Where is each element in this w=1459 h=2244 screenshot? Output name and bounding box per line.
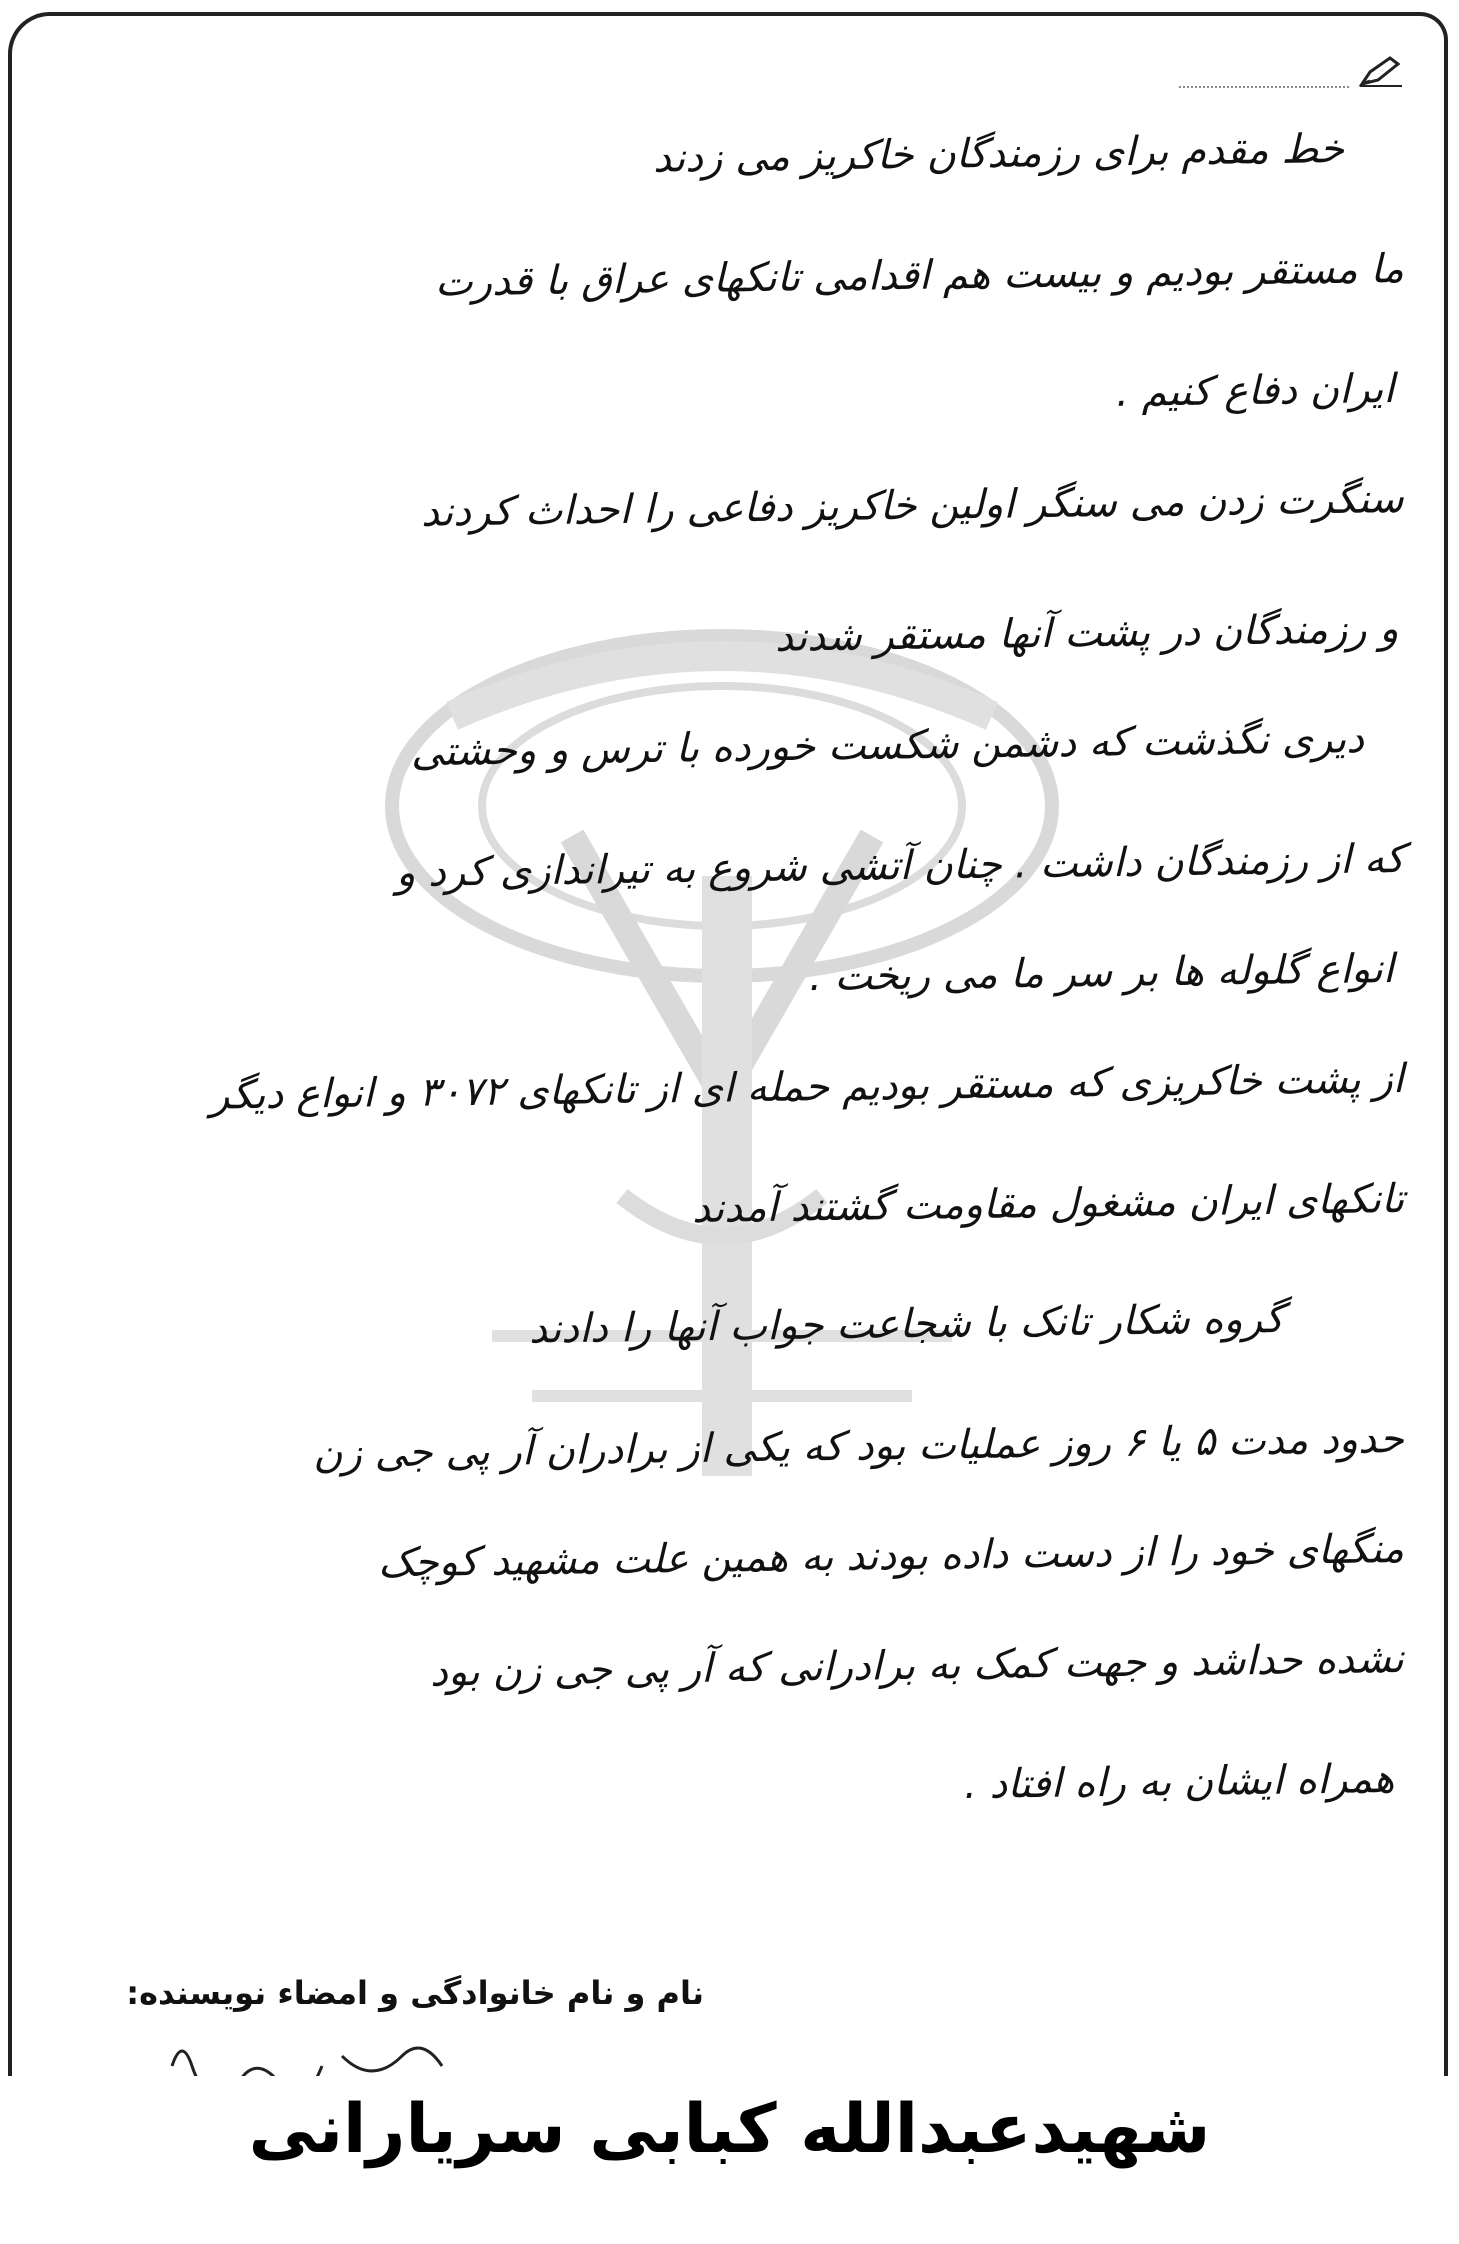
pen-icon xyxy=(1358,54,1404,88)
letter-line: دیری نگذشت که دشمن شکست خورده با ترس و وحشتی xyxy=(410,716,1365,776)
letter-sheet xyxy=(8,12,1448,2076)
letter-line: تانکهای ایران مشغول مقاومت گشتند آمدند xyxy=(691,1176,1405,1232)
letter-line: خط مقدم برای رزمندگان خاکریز می زدند xyxy=(652,126,1345,182)
letter-line: از پشت خاکریزی که مستقر بودیم حمله ای از تانکهای ٣٠٧٢ و انواع دیگر xyxy=(209,1056,1405,1119)
letter-line: انواع گلوله ها بر سر ما می ریخت . xyxy=(808,946,1395,1001)
letter-line: همراه ایشان به راه افتاد . xyxy=(963,1756,1395,1809)
letter-line: و رزمندگان در پشت آنها مستقر شدند xyxy=(775,606,1400,661)
dotted-rule xyxy=(1179,86,1349,88)
letter-line: سنگرت زدن می سنگر اولین خاکریز دفاعی را احداث کردند xyxy=(421,476,1405,536)
signature-label: نام و نام خانوادگی و امضاء نویسنده: xyxy=(126,1974,704,2012)
letter-line: گروه شکار تانک با شجاعت جواب آنها را دادند xyxy=(528,1296,1285,1353)
letter-line: ما مستقر بودیم و بیست هم اقدامی تانکهای عراق با قدرت xyxy=(434,246,1405,306)
martyr-name-caption: شهیدعبدالله کبابی سریارانی xyxy=(248,2090,1211,2169)
author-signature xyxy=(152,2026,452,2076)
letter-line: حدود مدت ۵ یا ۶ روز عملیات بود که یکی از برادران آر پی جی زن xyxy=(313,1416,1405,1478)
letter-line: منگهای خود را از دست داده بودند به همین علت مشهید کوچک xyxy=(377,1526,1405,1587)
letter-line: ایران دفاع کنیم . xyxy=(1115,366,1395,416)
letter-line: که از رزمندگان داشت . چنان آتشی شروع به تیراندازی کرد و xyxy=(395,836,1405,897)
letter-line: نشده حداشد و جهت کمک به برادرانی که آر پی جی زن بود xyxy=(429,1636,1405,1696)
